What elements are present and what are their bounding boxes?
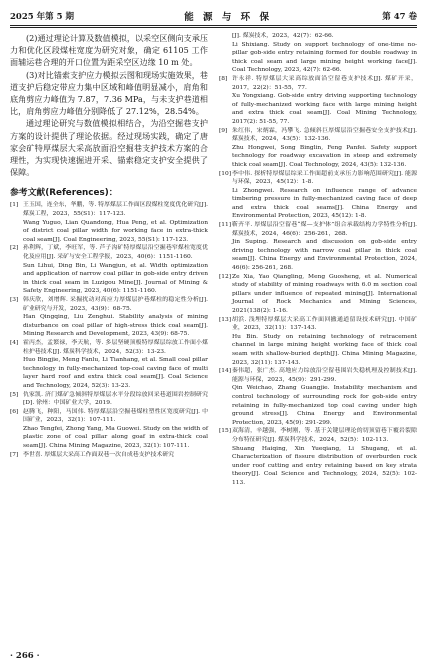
reference-text-cn: 仇家凯. 济门煤矿急倾斜特厚煤层水平分段综放回采巷道围岩控制研究[D]. 徐州：中国矿业大学，2019. xyxy=(23,391,208,407)
reference-number: [3] xyxy=(10,296,19,303)
reference-item xyxy=(10,244,208,296)
page-number: · 266 · xyxy=(10,651,40,661)
reference-text-cn: 赵腾飞，种阳，马国伟. 特厚煤层沿空掘巷煤柱塑性区宽度研究[J]. 中国矿业，2023，32(1)：107-111. xyxy=(23,408,208,424)
right-column xyxy=(219,32,417,487)
reference-text-en: Zhu Hongwei, Song Binglin, Feng Panfei. Safety support technology for roadway excavation in steep and extremely thick coal seam[J]. Coal Technology, 2024, 43(5): 132-136. xyxy=(232,144,417,168)
volume-label: 第 47 卷 xyxy=(382,12,417,22)
header-rule-thin xyxy=(10,27,417,28)
reference-list-left xyxy=(10,201,208,459)
reference-text-en: Li Zhongwei. Research on influence range of advance timbering pressure in fully-mechanized caving face of deep and extra thick coal seams[J]. China Energy and Environmental Protection, 2023, 45(12): 1-8. xyxy=(232,187,417,220)
header-rule-thick xyxy=(10,25,417,26)
reference-text-cn: 靳齐平. 厚煤层沿空留巷“煤—支护体”组合承载结构力学特性分析[J]. 煤炭技术，2024，46(6)：256-261，268. xyxy=(232,222,417,237)
reference-item xyxy=(10,451,208,460)
reference-text-cn: 双海清，辛越强，李树刚，等. 基于关键层理论的切顶留巷下覆岩裂隙分布特征研究[J]. 煤炭科学技术，2024，52(5)：102-113. xyxy=(232,428,417,443)
reference-number: [15] xyxy=(219,428,232,435)
reference-item xyxy=(219,127,417,170)
reference-item xyxy=(10,296,208,339)
issue-label: 2025 年第 5 期 xyxy=(10,12,74,22)
running-header xyxy=(10,6,417,26)
reference-item xyxy=(219,170,417,222)
reference-number: [13] xyxy=(219,316,232,323)
reference-item xyxy=(219,75,417,127)
reference-item xyxy=(10,201,208,244)
reference-item xyxy=(219,427,417,487)
reference-text-cn: Ze Xia, Yao Qiangling, Meng Guosheng, et al. Numerical study of stability of mining roadways with 6.0 m section coal pillars under influence of repeated mining[J]. International Journal of Rock Mechanics and Mining Sciences, 2021(138(2): 1-16. xyxy=(232,273,417,314)
reference-item xyxy=(219,273,417,316)
reference-continuation-en: Li Shixiang. Study on support technology of one-time no-pillar gob-side entry retaining formed for double roadway in thick coal seam and large mining height working face[J]. Coal Technology, 2023, 42(7): 62-66. xyxy=(232,41,417,74)
reference-text-en: Han Qingqing, Liu Zenghui. Stability analysis of mining disturbance on coal pillar of high-stress thick coal seam[J]. Mining Research and Development, 2023, 43(9): 68-75. xyxy=(23,314,208,338)
conclusion-paragraph-2: (2)通过理论计算及数值模拟，以采空区侧向支承压力和优化区段煤柱宽度为研究对象，确定 61105 工作面辅运巷合理的开口位置为距采空区边缘 10 m 处。 xyxy=(10,33,208,68)
reference-text-cn: 胡浜. 浅埋特厚煤层大采高工作面回撤通道留设技术研究[J]. 中国矿业，2023，32(11)：137-143. xyxy=(232,316,417,332)
reference-number: [10] xyxy=(219,170,232,177)
reference-text-en: Xu Yongxiang. Gob-side entry driving supporting technology of fully-mechanized working face with large mining height and extra thick coal seam[J]. Coal Mining Technology, 2017(2): 51-55, 77. xyxy=(232,93,417,125)
reference-text-cn: 朱红伟，宋炳霖，冯攀飞. 急倾斜巨厚煤层沿空掘巷安全支护技术[J]. 煤炭技术，2024，43(5)：132-136. xyxy=(232,127,417,143)
reference-number: [1] xyxy=(10,202,19,209)
reference-item xyxy=(10,408,208,451)
conclusion-paragraph-3: (3)对比锚索支护应力模拟云图和现场实施效果，巷道支护后稳定带应力集中区域和峰值明显减小，肩角和底角剪应力峰值为 7.87，7.36 MPa，与未支护巷道相比，肩角剪应力峰值分别降低了 27.12%，28.54%。 xyxy=(10,69,208,117)
reference-text-en: Qin Weichao, Zhang Guangjie. Instability mechanism and control technology of surrounding rock for gob-side entry retaining in fully-mechanized top coal caving under high ground stress[J]. China Energy and Environmental Protection, 2023, 45(9): 291-299. xyxy=(232,385,417,426)
reference-text-cn: 秦伟超，张广杰. 高地应力综放沿空留巷围岩失稳机理及控制技术[J]. 能源与环保，2023，45(9)：291-299. xyxy=(232,368,417,383)
reference-text-en: Sun Lihui, Ding Bin, Li Wangjun, et al. Width optimization and application of narrow coal pillar in gob-side entry driven in thick coal seam in Luzigou Mine[J]. Journal of Mining & Safety Engineering, 2023, 40(6): 1151-1160. xyxy=(23,262,208,295)
conclusion-summary-paragraph: 通过理论研究与数值模拟相结合，为沿空掘巷支护方案的设计提供了理论依据。经过现场实践，确定了唐家会矿特厚煤层大采高放面沿空掘巷支护技术方案的合理性，为实现快速掘进开采、锚索稳定支护安全提供了保障。 xyxy=(10,118,208,178)
reference-number: [4] xyxy=(10,339,19,346)
reference-number: [6] xyxy=(10,408,19,415)
reference-number: [2] xyxy=(10,245,19,252)
reference-text-cn: 李世喜. 厚煤层大采高工作面双巷一次自成巷支护技术研究 xyxy=(23,451,175,458)
reference-number: [11] xyxy=(219,222,232,229)
reference-text-cn: 霍丙杰，孟繁禄，李天航，等. 多层坚硬顶板特厚煤层综放工作面小煤柱护巷技术[J]. 煤炭科学技术，2024，52(3)：13-23. xyxy=(23,339,208,355)
references-heading: 参考文献(References)： xyxy=(10,188,118,199)
reference-continuation-cn: [J]. 煤炭技术，2023，42(7)：62-66. xyxy=(232,33,334,39)
reference-item xyxy=(219,316,417,368)
reference-text-en: Jin Suping. Research and discussion on gob-side entry driving technology with narrow coal pillar in thick coal seam[J]. China Energy and Environmental Protection, 2024, 46(6): 256-261, 268. xyxy=(232,239,417,272)
reference-number: [5] xyxy=(10,391,19,398)
reference-text-cn: 李中伟. 探析特厚煤层综采工作面超前支承压力影响范围研究[J]. 能源与环保，2023，45(12)：1-8. xyxy=(232,170,417,186)
reference-text-en: Hu Bin. Study on retaining technology of retracement channel in large mining height working face of thick coal seam with shallow-buried depth[J]. China Mining Magazine, 2023, 32(11): 137-143. xyxy=(232,333,417,366)
reference-item xyxy=(10,391,208,408)
reference-number: [8] xyxy=(219,75,228,82)
reference-text-en: Wang Yuguo, Lian Quandong, Hua Peng, et al. Optimization of district coal pillar width for working face in extra-thick coal seam[J]. Coal Engineering, 2023, 55(S1): 117-123. xyxy=(23,219,208,243)
reference-text-en: Zhao Tengfei, Zhong Yang, Ma Guowei. Study on the width of plastic zone of coal pillar along goaf in extra-thick coal seam[J]. China Mining Magazine, 2023, 32(1): 107-111. xyxy=(23,425,208,450)
reference-text-en: Shuang Haiqing, Xin Yueqiang, Li Shugang, et al. Characterization of fissure distribution of overburden rock under roof cutting and entry retaining based on key strata theory[J]. Coal Science and Technology, 2024, 52(5): 102-113. xyxy=(232,445,417,486)
reference-number: [14] xyxy=(219,368,232,375)
reference-text-en: Huo Bingjie, Meng Fanlu, Li Tianhang, et al. Small coal pillar technology in fully-mechanized top-coal caving face of multi layer hard roof and extra thick coal seam[J]. Coal Science and Technology, 2024, 52(3): 13-23. xyxy=(23,357,208,389)
reference-item xyxy=(10,339,208,391)
reference-text-cn: 许永祥. 特厚煤层大采高综放面沿空留巷支护技术[J]. 煤矿开采，2017，22(2)：51-55，77. xyxy=(232,75,417,91)
reference-text-cn: 韩庆欣，刘增辉. 采掘扰动对高应力厚煤层护巷煤柱的稳定性分析[J]. 矿业研究与开发，2023，43(9)：68-75. xyxy=(23,296,208,312)
reference-text-cn: 孙利辉，丁斌，李旺军，等. 芦子沟矿特厚煤层沿空掘巷窄煤柱宽度优化及应用[J]. 采矿与安全工程学报，2023，40(6)：1151-1160. xyxy=(23,245,208,260)
reference-item xyxy=(219,221,417,273)
reference-number: [12] xyxy=(219,273,232,280)
reference-item xyxy=(219,367,417,427)
reference-number: [7] xyxy=(10,451,19,458)
left-column xyxy=(10,32,208,459)
reference-list-right xyxy=(219,75,417,488)
reference-text-cn: 王玉国，连全东，华鹏，等. 特厚煤层工作面区段煤柱宽度优化研究[J]. 煤炭工程，2023，55(S1)：117-123. xyxy=(23,202,208,218)
reference-number: [9] xyxy=(219,127,228,134)
journal-title: 能 源 与 环 保 xyxy=(184,12,272,23)
